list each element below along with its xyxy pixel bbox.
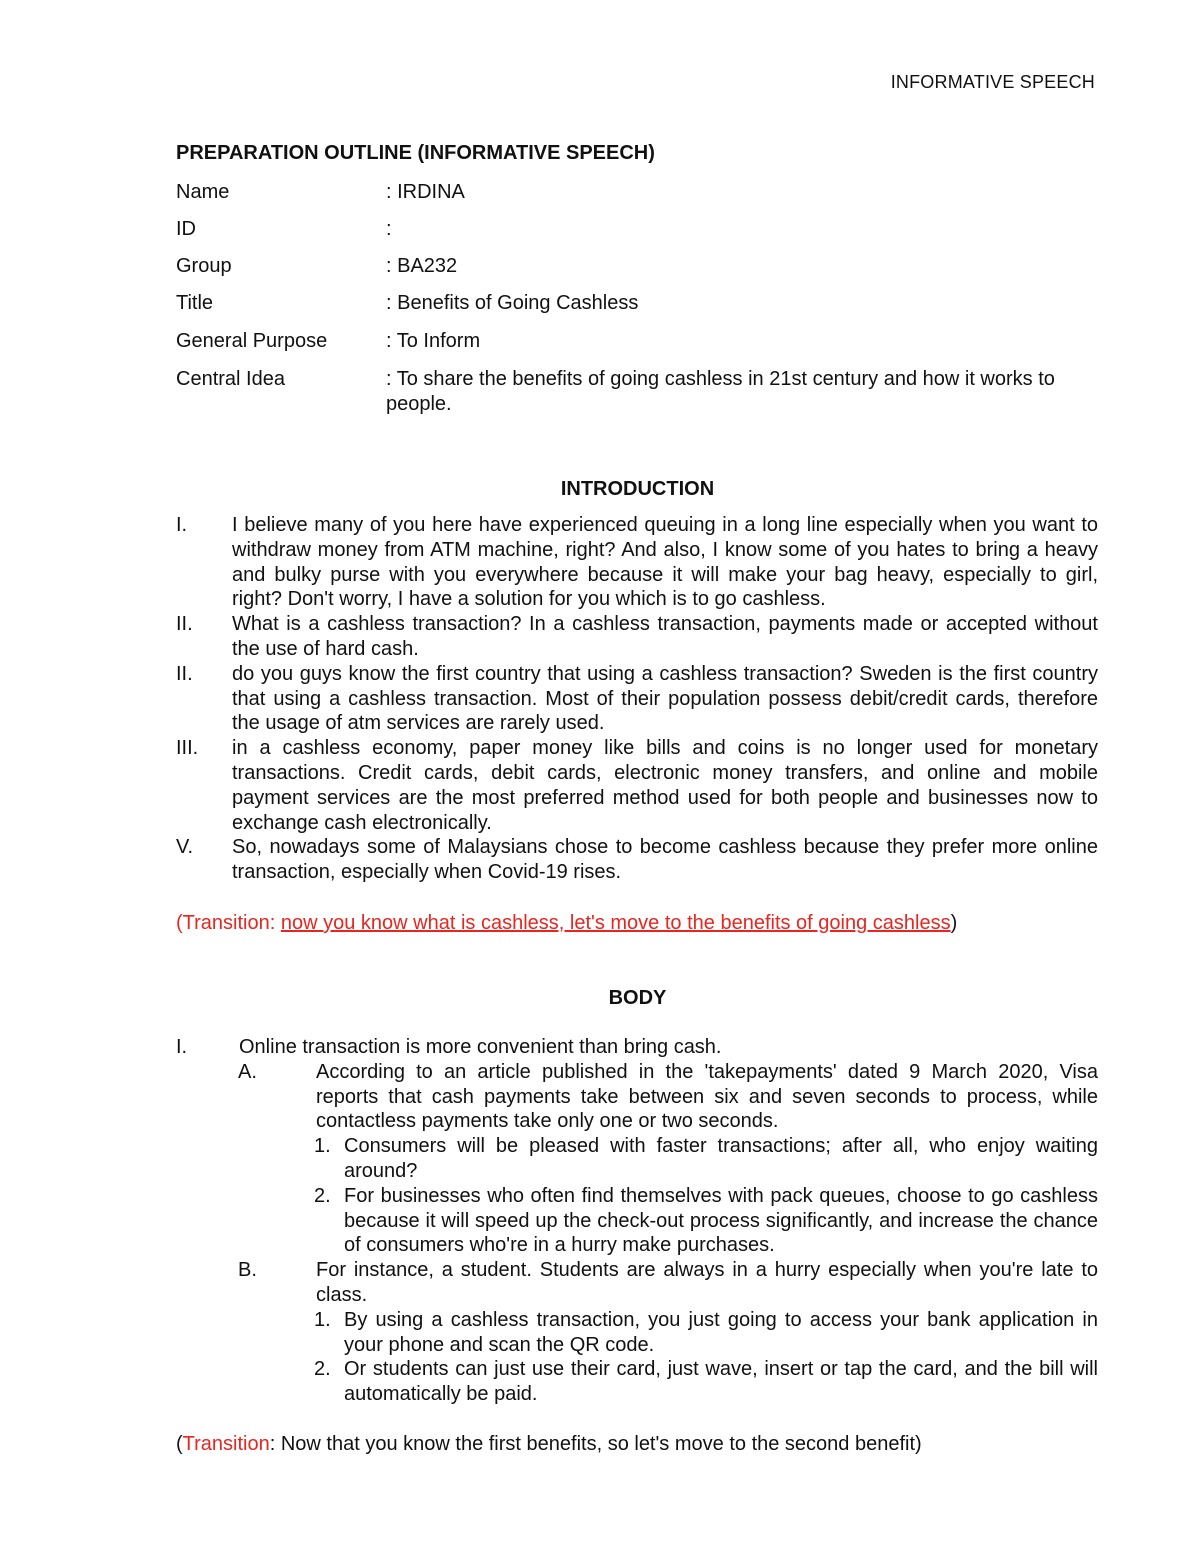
- point-text: Online transaction is more convenient than bring cash.: [239, 1036, 722, 1058]
- item-number: III.: [176, 737, 199, 760]
- supporting-number: 2.: [314, 1184, 331, 1207]
- supporting-text: For businesses who often find themselves with pack queues, choose to go cashless because it will speed up the check-out process significantly, and increase the chance of consumers who're in a hurry make purchases.: [344, 1184, 1098, 1257]
- page-header: INFORMATIVE SPEECH: [890, 72, 1095, 92]
- transition-text: now you know what is cashless, let's move to the benefits of going cashless: [280, 912, 951, 934]
- transition-label: Transition:: [182, 912, 276, 934]
- item-text: in a cashless economy, paper money like bills and coins is no longer used for monetary transactions. Credit cards, debit cards, electronic money transfers, and online and mobile payment services are the most preferred method used for both people and businesses now to exchange cash electronically.: [232, 737, 1098, 834]
- supporting-text: By using a cashless transaction, you just going to access your bank application in your phone and scan the QR code.: [344, 1308, 1098, 1356]
- list-item: [176, 513, 1098, 612]
- item-number: II.: [176, 613, 193, 636]
- info-value: :: [386, 218, 392, 240]
- supporting-number: 1.: [314, 1135, 331, 1158]
- sub-point-letter: A.: [238, 1060, 257, 1083]
- info-label: Central Idea: [176, 368, 285, 390]
- transition-label: Transition: [182, 1433, 270, 1455]
- body-transition: [176, 1433, 922, 1456]
- body-heading: BODY: [608, 987, 667, 1009]
- info-label: ID: [176, 218, 196, 240]
- supporting-item: [176, 1184, 1098, 1258]
- info-label: General Purpose: [176, 330, 328, 352]
- item-number: II.: [176, 662, 193, 685]
- item-number: V.: [176, 836, 194, 859]
- outline-title: PREPARATION OUTLINE (INFORMATIVE SPEECH): [176, 142, 655, 164]
- supporting-text: Or students can just use their card, just wave, insert or tap the card, and the bill will automatically be paid.: [344, 1358, 1098, 1406]
- sub-point-text: For instance, a student. Students are always in a hurry especially when you're late to class.: [316, 1259, 1098, 1306]
- main-point: [176, 1035, 1098, 1060]
- sub-point-letter: B.: [238, 1259, 257, 1282]
- point-number: I.: [176, 1036, 188, 1058]
- transition-open-paren: (: [176, 1433, 183, 1455]
- transition-close-paren: ): [950, 912, 958, 934]
- introduction-list: [176, 513, 1098, 885]
- info-value: : To Inform: [386, 330, 481, 352]
- sub-point-text: According to an article published in the 'takepayments' dated 9 March 2020, Visa reports that cash payments take between six and seven seconds to process, while contactless payments take only one or two seconds.: [316, 1060, 1098, 1133]
- introduction-heading: INTRODUCTION: [560, 478, 715, 500]
- supporting-item: [176, 1134, 1098, 1184]
- supporting-text: Consumers will be pleased with faster transactions; after all, who enjoy waiting around?: [344, 1135, 1098, 1182]
- intro-transition: [176, 912, 957, 935]
- info-value: : IRDINA: [386, 181, 465, 203]
- list-item: [176, 736, 1098, 835]
- sub-point: [176, 1258, 1098, 1308]
- list-item: [176, 612, 1098, 662]
- supporting-number: 2.: [314, 1358, 331, 1381]
- transition-open-paren: (: [176, 912, 183, 934]
- body-outline: [176, 1035, 1098, 1407]
- supporting-number: 1.: [314, 1308, 331, 1331]
- info-value: : Benefits of Going Cashless: [386, 292, 639, 314]
- transition-text: : Now that you know the first benefits, so let's move to the second benefit): [269, 1433, 922, 1455]
- supporting-item: [176, 1357, 1098, 1407]
- item-number: I.: [176, 514, 188, 536]
- list-item: [176, 662, 1098, 736]
- info-value: : To share the benefits of going cashless in 21st century and how it works to people.: [386, 368, 1055, 415]
- info-label: Title: [176, 292, 214, 314]
- supporting-item: [176, 1308, 1098, 1358]
- item-text: do you guys know the first country that using a cashless transaction? Sweden is the first country that using a cashless transaction. Most of their population possess debit/credit cards, therefore the usage of atm services are rarely used.: [232, 662, 1098, 735]
- sub-point: [176, 1060, 1098, 1134]
- list-item: [176, 835, 1098, 885]
- info-value: : BA232: [386, 255, 458, 277]
- info-label: Group: [176, 255, 232, 277]
- item-text: I believe many of you here have experienced queuing in a long line especially when you want to withdraw money from ATM machine, right? And also, I know some of you hates to bring a heavy and bulky purse with you everywhere because it will make your bag heavy, especially to girl, right? Don't worry, I have a solution for you which is to go cashless.: [232, 514, 1098, 611]
- item-text: What is a cashless transaction? In a cashless transaction, payments made or accepted without the use of hard cash.: [232, 613, 1098, 660]
- item-text: So, nowadays some of Malaysians chose to become cashless because they prefer more online transaction, especially when Covid-19 rises.: [232, 836, 1098, 884]
- info-label: Name: [176, 181, 230, 203]
